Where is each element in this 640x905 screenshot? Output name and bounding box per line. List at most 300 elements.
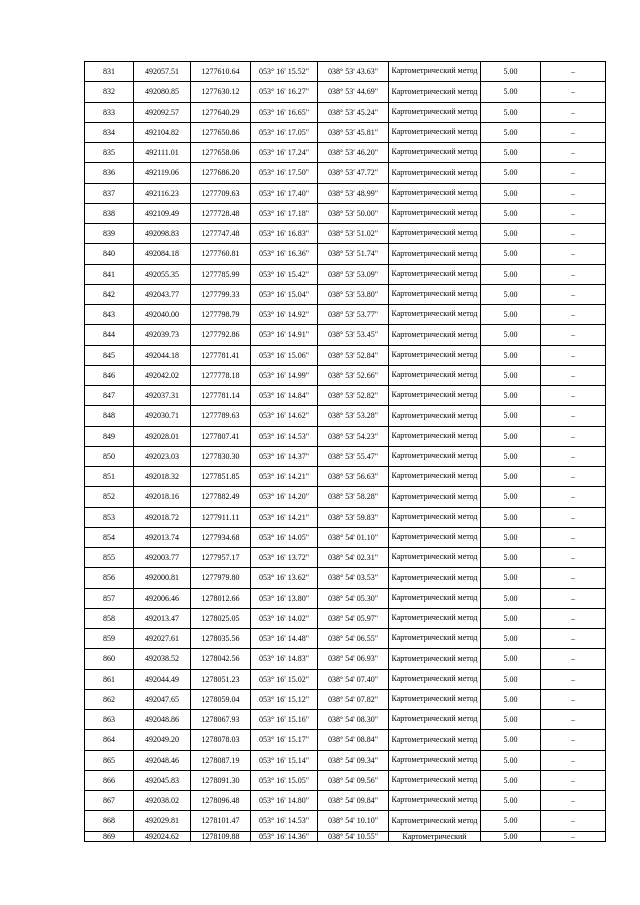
y-coordinate-cell: 1277911.11 <box>191 507 251 527</box>
method-cell: Картометрический метод <box>389 203 481 223</box>
accuracy-cell: 5.00 <box>481 669 541 689</box>
point-number-cell: 854 <box>85 527 134 547</box>
y-coordinate-cell: 1277882.49 <box>191 487 251 507</box>
y-coordinate-cell: 1278035.56 <box>191 629 251 649</box>
latitude-cell: 053° 16' 17.50" <box>251 163 318 183</box>
accuracy-cell: 5.00 <box>481 264 541 284</box>
x-coordinate-cell: 492043.77 <box>134 284 191 304</box>
latitude-cell: 053° 16' 14.53" <box>251 426 318 446</box>
note-cell: – <box>541 224 606 244</box>
longitude-cell: 038° 53' 43.63" <box>318 62 389 82</box>
table-row <box>85 669 606 689</box>
note-cell: – <box>541 62 606 82</box>
x-coordinate-cell: 492040.00 <box>134 305 191 325</box>
latitude-cell: 053° 16' 14.84" <box>251 386 318 406</box>
table-row <box>85 264 606 284</box>
point-number-cell: 851 <box>85 467 134 487</box>
note-cell: – <box>541 386 606 406</box>
latitude-cell: 053° 16' 14.62" <box>251 406 318 426</box>
y-coordinate-cell: 1277658.06 <box>191 143 251 163</box>
x-coordinate-cell: 492018.32 <box>134 467 191 487</box>
y-coordinate-cell: 1277728.48 <box>191 203 251 223</box>
longitude-cell: 038° 54' 05.30" <box>318 588 389 608</box>
x-coordinate-cell: 492092.57 <box>134 102 191 122</box>
table-row <box>85 244 606 264</box>
table-row <box>85 203 606 223</box>
accuracy-cell: 5.00 <box>481 163 541 183</box>
latitude-cell: 053° 16' 14.83" <box>251 649 318 669</box>
note-cell: – <box>541 467 606 487</box>
table-row <box>85 791 606 811</box>
latitude-cell: 053° 16' 14.92" <box>251 305 318 325</box>
x-coordinate-cell: 492029.81 <box>134 811 191 831</box>
note-cell: – <box>541 203 606 223</box>
accuracy-cell: 5.00 <box>481 770 541 790</box>
y-coordinate-cell: 1278051.23 <box>191 669 251 689</box>
method-cell: Картометрический метод <box>389 386 481 406</box>
table-row <box>85 568 606 588</box>
note-cell: – <box>541 710 606 730</box>
point-number-cell: 866 <box>85 770 134 790</box>
method-cell: Картометрический метод <box>389 649 481 669</box>
method-cell: Картометрический метод <box>389 710 481 730</box>
point-number-cell: 853 <box>85 507 134 527</box>
method-cell: Картометрический <box>389 831 481 841</box>
accuracy-cell: 5.00 <box>481 730 541 750</box>
accuracy-cell: 5.00 <box>481 102 541 122</box>
longitude-cell: 038° 54' 08.30" <box>318 710 389 730</box>
x-coordinate-cell: 492003.77 <box>134 548 191 568</box>
method-cell: Картометрический метод <box>389 82 481 102</box>
x-coordinate-cell: 492049.20 <box>134 730 191 750</box>
note-cell: – <box>541 426 606 446</box>
longitude-cell: 038° 53' 54.23" <box>318 426 389 446</box>
accuracy-cell: 5.00 <box>481 62 541 82</box>
latitude-cell: 053° 16' 13.62" <box>251 568 318 588</box>
latitude-cell: 053° 16' 15.42" <box>251 264 318 284</box>
longitude-cell: 038° 53' 50.00" <box>318 203 389 223</box>
point-number-cell: 863 <box>85 710 134 730</box>
latitude-cell: 053° 16' 16.65" <box>251 102 318 122</box>
latitude-cell: 053° 16' 16.83" <box>251 224 318 244</box>
latitude-cell: 053° 16' 15.05" <box>251 770 318 790</box>
longitude-cell: 038° 53' 52.84" <box>318 345 389 365</box>
y-coordinate-cell: 1277979.80 <box>191 568 251 588</box>
method-cell: Картометрический метод <box>389 811 481 831</box>
point-number-cell: 864 <box>85 730 134 750</box>
table-row <box>85 102 606 122</box>
method-cell: Картометрический метод <box>389 163 481 183</box>
y-coordinate-cell: 1278042.56 <box>191 649 251 669</box>
y-coordinate-cell: 1278067.93 <box>191 710 251 730</box>
y-coordinate-cell: 1278025.05 <box>191 608 251 628</box>
longitude-cell: 038° 54' 10.55" <box>318 831 389 841</box>
longitude-cell: 038° 54' 01.10" <box>318 527 389 547</box>
note-cell: – <box>541 82 606 102</box>
latitude-cell: 053° 16' 15.52" <box>251 62 318 82</box>
x-coordinate-cell: 492111.01 <box>134 143 191 163</box>
y-coordinate-cell: 1278109.88 <box>191 831 251 841</box>
longitude-cell: 038° 53' 53.80" <box>318 284 389 304</box>
point-number-cell: 865 <box>85 750 134 770</box>
note-cell: – <box>541 284 606 304</box>
y-coordinate-cell: 1277747.48 <box>191 224 251 244</box>
accuracy-cell: 5.00 <box>481 183 541 203</box>
note-cell: – <box>541 446 606 466</box>
accuracy-cell: 5.00 <box>481 467 541 487</box>
y-coordinate-cell: 1277957.17 <box>191 548 251 568</box>
longitude-cell: 038° 53' 53.09" <box>318 264 389 284</box>
table-row <box>85 365 606 385</box>
latitude-cell: 053° 16' 15.14" <box>251 750 318 770</box>
longitude-cell: 038° 54' 09.34" <box>318 750 389 770</box>
method-cell: Картометрический метод <box>389 345 481 365</box>
accuracy-cell: 5.00 <box>481 689 541 709</box>
latitude-cell: 053° 16' 17.40" <box>251 183 318 203</box>
table-row <box>85 487 606 507</box>
accuracy-cell: 5.00 <box>481 325 541 345</box>
latitude-cell: 053° 16' 14.99" <box>251 365 318 385</box>
latitude-cell: 053° 16' 14.91" <box>251 325 318 345</box>
accuracy-cell: 5.00 <box>481 811 541 831</box>
longitude-cell: 038° 54' 08.84" <box>318 730 389 750</box>
method-cell: Картометрический метод <box>389 548 481 568</box>
x-coordinate-cell: 492084.18 <box>134 244 191 264</box>
x-coordinate-cell: 492044.49 <box>134 669 191 689</box>
longitude-cell: 038° 53' 52.82" <box>318 386 389 406</box>
table-row <box>85 710 606 730</box>
y-coordinate-cell: 1277789.63 <box>191 406 251 426</box>
longitude-cell: 038° 53' 51.02" <box>318 224 389 244</box>
accuracy-cell: 5.00 <box>481 284 541 304</box>
accuracy-cell: 5.00 <box>481 831 541 841</box>
table-row <box>85 527 606 547</box>
accuracy-cell: 5.00 <box>481 487 541 507</box>
method-cell: Картометрический метод <box>389 507 481 527</box>
table-row <box>85 183 606 203</box>
table-row <box>85 345 606 365</box>
note-cell: – <box>541 244 606 264</box>
table-row <box>85 386 606 406</box>
x-coordinate-cell: 492048.46 <box>134 750 191 770</box>
y-coordinate-cell: 1277807.41 <box>191 426 251 446</box>
longitude-cell: 038° 53' 48.99" <box>318 183 389 203</box>
point-number-cell: 848 <box>85 406 134 426</box>
point-number-cell: 836 <box>85 163 134 183</box>
accuracy-cell: 5.00 <box>481 507 541 527</box>
y-coordinate-cell: 1277778.18 <box>191 365 251 385</box>
longitude-cell: 038° 53' 59.83" <box>318 507 389 527</box>
y-coordinate-cell: 1278101.47 <box>191 811 251 831</box>
table-row <box>85 426 606 446</box>
y-coordinate-cell: 1278096.48 <box>191 791 251 811</box>
method-cell: Картометрический метод <box>389 467 481 487</box>
latitude-cell: 053° 16' 14.21" <box>251 507 318 527</box>
accuracy-cell: 5.00 <box>481 386 541 406</box>
x-coordinate-cell: 492042.02 <box>134 365 191 385</box>
point-number-cell: 852 <box>85 487 134 507</box>
note-cell: – <box>541 649 606 669</box>
longitude-cell: 038° 53' 44.69" <box>318 82 389 102</box>
latitude-cell: 053° 16' 14.20" <box>251 487 318 507</box>
point-number-cell: 834 <box>85 122 134 142</box>
longitude-cell: 038° 53' 55.47" <box>318 446 389 466</box>
latitude-cell: 053° 16' 15.02" <box>251 669 318 689</box>
point-number-cell: 835 <box>85 143 134 163</box>
accuracy-cell: 5.00 <box>481 568 541 588</box>
y-coordinate-cell: 1277760.81 <box>191 244 251 264</box>
latitude-cell: 053° 16' 14.80" <box>251 791 318 811</box>
table-row <box>85 689 606 709</box>
table-row <box>85 143 606 163</box>
latitude-cell: 053° 16' 14.37" <box>251 446 318 466</box>
point-number-cell: 859 <box>85 629 134 649</box>
table-row <box>85 82 606 102</box>
note-cell: – <box>541 527 606 547</box>
x-coordinate-cell: 492119.06 <box>134 163 191 183</box>
point-number-cell: 845 <box>85 345 134 365</box>
point-number-cell: 868 <box>85 811 134 831</box>
longitude-cell: 038° 54' 10.10" <box>318 811 389 831</box>
latitude-cell: 053° 16' 15.04" <box>251 284 318 304</box>
point-number-cell: 861 <box>85 669 134 689</box>
note-cell: – <box>541 669 606 689</box>
y-coordinate-cell: 1277798.79 <box>191 305 251 325</box>
longitude-cell: 038° 53' 56.63" <box>318 467 389 487</box>
accuracy-cell: 5.00 <box>481 122 541 142</box>
method-cell: Картометрический метод <box>389 244 481 264</box>
table-row <box>85 649 606 669</box>
accuracy-cell: 5.00 <box>481 143 541 163</box>
accuracy-cell: 5.00 <box>481 588 541 608</box>
table-row <box>85 122 606 142</box>
method-cell: Картометрический метод <box>389 102 481 122</box>
note-cell: – <box>541 831 606 841</box>
latitude-cell: 053° 16' 14.21" <box>251 467 318 487</box>
accuracy-cell: 5.00 <box>481 608 541 628</box>
method-cell: Картометрический метод <box>389 487 481 507</box>
table-row <box>85 811 606 831</box>
accuracy-cell: 5.00 <box>481 224 541 244</box>
coordinates-table <box>84 61 606 842</box>
accuracy-cell: 5.00 <box>481 791 541 811</box>
table-row <box>85 507 606 527</box>
note-cell: – <box>541 345 606 365</box>
latitude-cell: 053° 16' 13.80" <box>251 588 318 608</box>
note-cell: – <box>541 629 606 649</box>
method-cell: Картометрический метод <box>389 183 481 203</box>
point-number-cell: 841 <box>85 264 134 284</box>
accuracy-cell: 5.00 <box>481 406 541 426</box>
longitude-cell: 038° 53' 52.66" <box>318 365 389 385</box>
accuracy-cell: 5.00 <box>481 345 541 365</box>
x-coordinate-cell: 492080.85 <box>134 82 191 102</box>
y-coordinate-cell: 1277792.86 <box>191 325 251 345</box>
note-cell: – <box>541 264 606 284</box>
latitude-cell: 053° 16' 14.05" <box>251 527 318 547</box>
x-coordinate-cell: 492038.02 <box>134 791 191 811</box>
note-cell: – <box>541 730 606 750</box>
method-cell: Картометрический метод <box>389 284 481 304</box>
x-coordinate-cell: 492055.35 <box>134 264 191 284</box>
note-cell: – <box>541 548 606 568</box>
accuracy-cell: 5.00 <box>481 710 541 730</box>
point-number-cell: 857 <box>85 588 134 608</box>
method-cell: Картометрический метод <box>389 588 481 608</box>
note-cell: – <box>541 568 606 588</box>
y-coordinate-cell: 1277934.68 <box>191 527 251 547</box>
table-row <box>85 608 606 628</box>
method-cell: Картометрический метод <box>389 791 481 811</box>
point-number-cell: 860 <box>85 649 134 669</box>
x-coordinate-cell: 492104.82 <box>134 122 191 142</box>
point-number-cell: 839 <box>85 224 134 244</box>
latitude-cell: 053° 16' 13.72" <box>251 548 318 568</box>
accuracy-cell: 5.00 <box>481 446 541 466</box>
point-number-cell: 843 <box>85 305 134 325</box>
x-coordinate-cell: 492048.86 <box>134 710 191 730</box>
longitude-cell: 038° 53' 51.74" <box>318 244 389 264</box>
point-number-cell: 849 <box>85 426 134 446</box>
note-cell: – <box>541 507 606 527</box>
table-row <box>85 325 606 345</box>
table-row <box>85 750 606 770</box>
accuracy-cell: 5.00 <box>481 548 541 568</box>
note-cell: – <box>541 406 606 426</box>
point-number-cell: 867 <box>85 791 134 811</box>
y-coordinate-cell: 1278078.03 <box>191 730 251 750</box>
note-cell: – <box>541 811 606 831</box>
longitude-cell: 038° 53' 58.28" <box>318 487 389 507</box>
x-coordinate-cell: 492116.23 <box>134 183 191 203</box>
latitude-cell: 053° 16' 14.02" <box>251 608 318 628</box>
accuracy-cell: 5.00 <box>481 629 541 649</box>
accuracy-cell: 5.00 <box>481 750 541 770</box>
accuracy-cell: 5.00 <box>481 203 541 223</box>
point-number-cell: 856 <box>85 568 134 588</box>
longitude-cell: 038° 54' 06.93" <box>318 649 389 669</box>
longitude-cell: 038° 54' 06.55" <box>318 629 389 649</box>
point-number-cell: 858 <box>85 608 134 628</box>
method-cell: Картометрический метод <box>389 527 481 547</box>
method-cell: Картометрический метод <box>389 770 481 790</box>
table-row <box>85 446 606 466</box>
y-coordinate-cell: 1277650.86 <box>191 122 251 142</box>
x-coordinate-cell: 492018.16 <box>134 487 191 507</box>
table-row <box>85 548 606 568</box>
method-cell: Картометрический метод <box>389 365 481 385</box>
table-row <box>85 588 606 608</box>
longitude-cell: 038° 54' 07.82" <box>318 689 389 709</box>
method-cell: Картометрический метод <box>389 568 481 588</box>
table-row <box>85 163 606 183</box>
accuracy-cell: 5.00 <box>481 82 541 102</box>
x-coordinate-cell: 492047.65 <box>134 689 191 709</box>
x-coordinate-cell: 492023.03 <box>134 446 191 466</box>
method-cell: Картометрический метод <box>389 264 481 284</box>
method-cell: Картометрический метод <box>389 669 481 689</box>
longitude-cell: 038° 53' 46.20" <box>318 143 389 163</box>
point-number-cell: 850 <box>85 446 134 466</box>
y-coordinate-cell: 1278059.04 <box>191 689 251 709</box>
point-number-cell: 869 <box>85 831 134 841</box>
accuracy-cell: 5.00 <box>481 365 541 385</box>
note-cell: – <box>541 122 606 142</box>
method-cell: Картометрический метод <box>389 224 481 244</box>
x-coordinate-cell: 492039.73 <box>134 325 191 345</box>
note-cell: – <box>541 791 606 811</box>
table-row <box>85 770 606 790</box>
note-cell: – <box>541 365 606 385</box>
point-number-cell: 833 <box>85 102 134 122</box>
x-coordinate-cell: 492013.74 <box>134 527 191 547</box>
x-coordinate-cell: 492013.47 <box>134 608 191 628</box>
accuracy-cell: 5.00 <box>481 426 541 446</box>
y-coordinate-cell: 1277686.20 <box>191 163 251 183</box>
y-coordinate-cell: 1277830.30 <box>191 446 251 466</box>
table-row <box>85 224 606 244</box>
point-number-cell: 862 <box>85 689 134 709</box>
x-coordinate-cell: 492044.18 <box>134 345 191 365</box>
longitude-cell: 038° 54' 03.53" <box>318 568 389 588</box>
latitude-cell: 053° 16' 14.36" <box>251 831 318 841</box>
method-cell: Картометрический метод <box>389 122 481 142</box>
y-coordinate-cell: 1277785.99 <box>191 264 251 284</box>
latitude-cell: 053° 16' 15.17" <box>251 730 318 750</box>
method-cell: Картометрический метод <box>389 62 481 82</box>
point-number-cell: 846 <box>85 365 134 385</box>
x-coordinate-cell: 492098.83 <box>134 224 191 244</box>
table-row <box>85 730 606 750</box>
note-cell: – <box>541 305 606 325</box>
x-coordinate-cell: 492018.72 <box>134 507 191 527</box>
method-cell: Картометрический метод <box>389 426 481 446</box>
table-row <box>85 831 606 841</box>
latitude-cell: 053° 16' 14.53" <box>251 811 318 831</box>
note-cell: – <box>541 770 606 790</box>
latitude-cell: 053° 16' 15.16" <box>251 710 318 730</box>
table-row <box>85 467 606 487</box>
x-coordinate-cell: 492038.52 <box>134 649 191 669</box>
y-coordinate-cell: 1277610.64 <box>191 62 251 82</box>
note-cell: – <box>541 588 606 608</box>
longitude-cell: 038° 53' 45.81" <box>318 122 389 142</box>
x-coordinate-cell: 492024.62 <box>134 831 191 841</box>
longitude-cell: 038° 54' 02.31" <box>318 548 389 568</box>
method-cell: Картометрический метод <box>389 730 481 750</box>
y-coordinate-cell: 1277630.12 <box>191 82 251 102</box>
y-coordinate-cell: 1277781.41 <box>191 345 251 365</box>
y-coordinate-cell: 1277640.29 <box>191 102 251 122</box>
y-coordinate-cell: 1278091.30 <box>191 770 251 790</box>
accuracy-cell: 5.00 <box>481 649 541 669</box>
y-coordinate-cell: 1277851.85 <box>191 467 251 487</box>
table-row <box>85 629 606 649</box>
note-cell: – <box>541 325 606 345</box>
latitude-cell: 053° 16' 17.24" <box>251 143 318 163</box>
method-cell: Картометрический метод <box>389 750 481 770</box>
latitude-cell: 053° 16' 16.27" <box>251 82 318 102</box>
point-number-cell: 847 <box>85 386 134 406</box>
note-cell: – <box>541 183 606 203</box>
method-cell: Картометрический метод <box>389 629 481 649</box>
point-number-cell: 842 <box>85 284 134 304</box>
point-number-cell: 831 <box>85 62 134 82</box>
longitude-cell: 038° 53' 47.72" <box>318 163 389 183</box>
note-cell: – <box>541 608 606 628</box>
longitude-cell: 038° 54' 07.40" <box>318 669 389 689</box>
x-coordinate-cell: 492006.46 <box>134 588 191 608</box>
